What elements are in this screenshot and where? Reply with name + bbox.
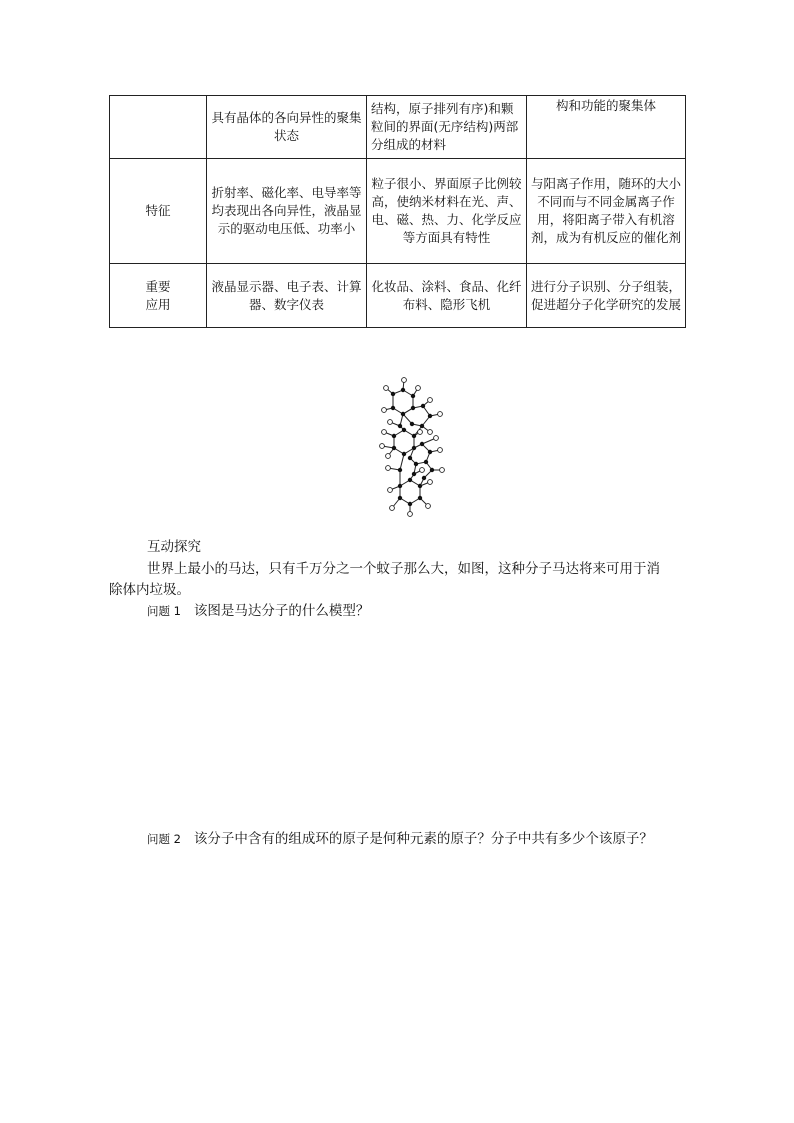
table-cell: 与阳离子作用，随环的大小不同而与不同金属离子作用，将阳离子带入有机溶剂，成为有机反应的催化剂 (527, 159, 686, 264)
table-cell: 粒子很小、界面原子比例较高，使纳米材料在光、声、电、磁、热、力、化学反应等方面具有特性 (367, 159, 527, 264)
table-cell: 具有晶体的各向异性的聚集状态 (207, 96, 367, 159)
table-cell: 进行分子识别、分子组装，促进超分子化学研究的发展 (527, 264, 686, 328)
question-2-text: 该分子中含有的组成环的原子是何种元素的原子？分子中共有多少个该原子？ (193, 831, 653, 847)
question-1 (147, 601, 369, 621)
table-cell: 构和功能的聚集体 (527, 96, 686, 159)
question-2-label: 问题 2 (147, 832, 181, 846)
properties-table (109, 95, 686, 328)
table-cell: 液晶显示器、电子表、计算器、数字仪表 (207, 264, 367, 328)
section-heading: 互动探究 (147, 539, 201, 555)
table-row (110, 96, 686, 159)
table-cell: 折射率、磁化率、电导率等均表现出各向异性，液晶显示的驱动电压低、功率小 (207, 159, 367, 264)
table-cell: 化妆品、涂料、食品、化纤布料、隐形飞机 (367, 264, 527, 328)
table-cell: 结构，原子排列有序)和颗粒间的界面(无序结构)两部分组成的材料 (367, 96, 527, 159)
intro-text-line-1: 世界上最小的马达，只有千万分之一个蚊子那么大，如图，这种分子马达将来可用于消 (147, 561, 660, 577)
question-2 (147, 829, 653, 849)
row-header: 重要应用 (110, 264, 207, 328)
question-1-text: 该图是马达分子的什么模型？ (193, 603, 370, 619)
row-header (110, 96, 207, 159)
row-header: 特征 (110, 159, 207, 264)
question-1-label: 问题 1 (147, 604, 181, 618)
molecular-motor-model (360, 374, 460, 524)
table-row (110, 159, 686, 264)
intro-text-line-2: 除体内垃圾。 (109, 582, 190, 598)
table-row (110, 264, 686, 328)
